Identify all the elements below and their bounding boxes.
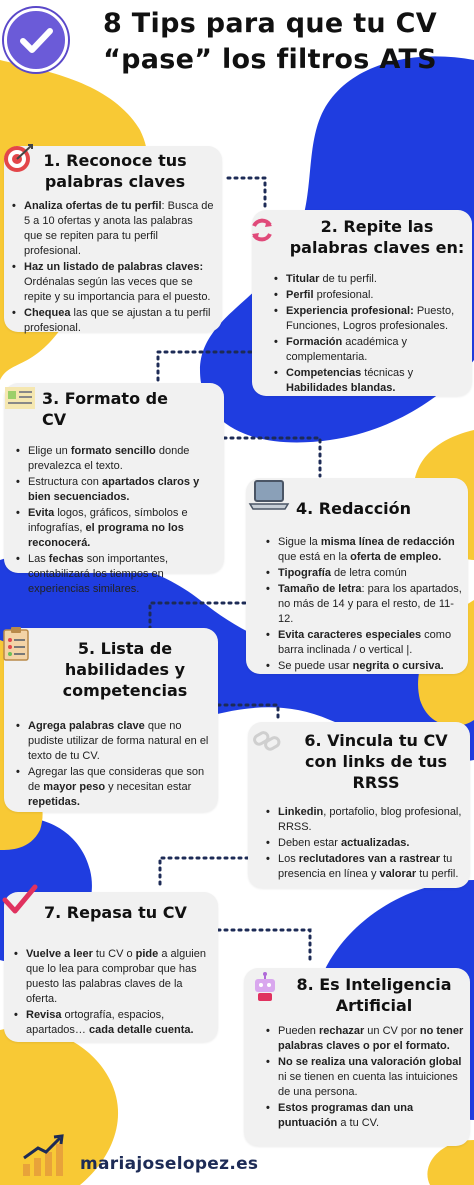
list-item: • Evita caracteres especiales como barra inclinada / o vertical |. [266,628,462,658]
list-item: • Los reclutadores van a rastrear tu presencia en línea y valorar tu perfil. [266,852,464,882]
tip-list [252,258,472,396]
list-item: • Estructura con apartados claros y bien secuenciados. [16,475,216,505]
brand-name: mariajoselopez.es [80,1154,259,1174]
list-item: • Competencias técnicas y Habilidades blandas. [274,366,464,396]
list-item: • Elige un formato sencillo donde prevalezca el texto. [16,444,216,474]
list-item: • Titular de tu perfil. [274,272,464,287]
tip-heading: 2. Repite las palabras claves en: [289,217,465,257]
list-item: • No se realiza una valoración global ni se tienen en cuenta las intuiciones de una persona. [266,1055,464,1100]
list-item: • Chequea las que se ajustan a tu perfil profesional. [12,306,214,336]
list-item: • Agrega palabras clave que no pudiste utilizar de forma natural en el texto de tu CV. [16,719,210,764]
check-badge [4,8,68,72]
list-item: • Formación académica y complementaria. [274,335,464,365]
tip-heading: 6. Vincula tu CV con links de tus RRSS [304,731,448,792]
list-item: • Sigue la misma línea de redacción que está en la oferta de empleo. [266,535,462,565]
list-item: • Deben estar actualizadas. [266,836,464,851]
list-item: • Revisa ortografía, espacios, apartados… cada detalle cuenta. [14,1008,210,1038]
list-item: • Agregar las que consideras que son de mayor peso y necesitan estar repetidas. [16,765,210,810]
list-item: • Experiencia profesional: Puesto, Funciones, Logros profesionales. [274,304,464,334]
target-icon [2,142,34,174]
tip-card-1 [4,146,222,332]
title-line-2: “pase” los filtros ATS [103,44,437,75]
tip-heading: 7. Repasa tu CV [44,903,187,922]
tip-card-5 [4,628,218,812]
list-item: • Linkedin, portafolio, blog profesional, RRSS. [266,805,464,835]
list-item: • Estos programas dan una puntuación a tu CV. [266,1101,464,1131]
tip-heading: 5. Lista de habilidades y competencias [62,639,188,700]
laptop-icon [248,478,290,512]
tip-card-2 [252,210,472,396]
tip-list [4,923,218,1038]
tip-card-3 [4,383,224,595]
page-title [70,6,470,78]
document-icon [4,386,36,410]
list-item: • Evita logos, gráficos, símbolos e infografías, el programa no los reconocerá. [16,506,216,551]
list-item: • Tamaño de letra: para los apartados, no más de 14 y para el resto, de 11-12. [266,582,462,627]
clipboard-icon [2,626,30,662]
list-item: • Haz un listado de palabras claves: Ordénalas según las veces que se repite y su importancia para el puesto. [12,260,214,305]
tip-heading: 1. Reconoce tus palabras claves [43,151,187,191]
tip-list [4,192,222,336]
list-item: • Analiza ofertas de tu perfil: Busca de 5 a 10 ofertas y anota las palabras que se repiten para tu perfil profesional. [12,199,214,259]
tip-list [246,519,468,674]
refresh-arrows-icon [248,216,276,244]
title-line-1: 8 Tips para que tu CV [103,8,437,39]
tip-heading: 4. Redacción [296,499,412,518]
tip-list [244,1016,470,1131]
checkmark-icon [2,884,38,916]
list-item: • Perfil profesional. [274,288,464,303]
list-item: • Las fechas son importantes, contabilizará los tiempos en experiencias similares. [16,552,216,597]
list-item: • Tipografía de letra común [266,566,462,581]
tip-list [4,701,218,810]
bar-chart-logo-icon [20,1134,66,1178]
list-item: • Se puede usar negrita o cursiva. [266,659,462,674]
tip-heading: 8. Es Inteligencia Artificial [296,975,452,1015]
tip-heading: 3. Formato de CV [42,389,168,429]
tip-list [4,430,224,597]
tip-list [248,793,470,882]
check-badge-icon [7,11,65,69]
list-item: • Pueden rechazar un CV por no tener palabras claves o por el formato. [266,1024,464,1054]
robot-icon [252,972,278,1002]
link-icon [252,728,282,754]
list-item: • Vuelve a leer tu CV o pide a alguien que lo lea para comprobar que has puesto las palabras claves de la oferta. [14,947,210,1007]
